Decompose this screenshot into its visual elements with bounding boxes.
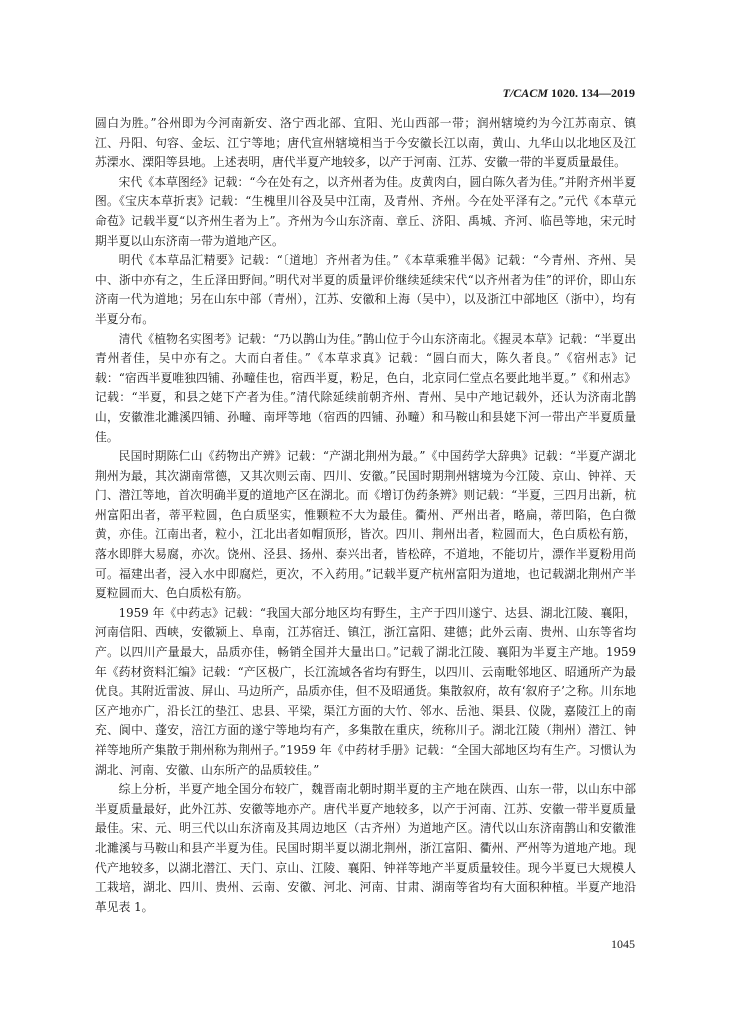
paragraph-summary: 综上分析，半夏产地全国分布较广，魏晋南北朝时期半夏的主产地在陕西、山东一带，以山东中部半夏质量最好，此外江苏、安徽等地亦产。唐代半夏产地较多，以产于河南、江苏、安徽一带半夏质量最佳。宋、元、明三代以山东济南及其周边地区（古齐州）为道地产区。清代以山东济南鹊山和安徽淮北濉溪与马鞍山和县产半夏为佳。民国时期半夏以湖北荆州，浙江富阳、衢州、严州等为道地产地。现代产地较多，以湖北潜江、天门、京山、江陵、襄阳、钟祥等地产半夏质量较佳。现今半夏已大规模人工栽培，湖北、四川、贵州、云南、安徽、河北、河南、甘肃、湖南等省均有大面积种植。半夏产地沿革见表 1。 (95, 782, 636, 914)
paragraph-minguo: 民国时期陈仁山《药物出产辨》记载：“产湖北荆州为最。”《中国药学大辞典》记载：“半夏产湖北荆州为最，其次湖南常德，又其次则云南、四川、安徽。”民国时期荆州辖境为今江陵、京山、钟祥、天门、潜江等地，首次明确半夏的道地产区在湖北。而《增订伪药条辨》则记载：“半夏，三四月出新，杭州富阳出者，蒂平粒圆，色白质坚实，惟颗粒不大为最佳。衢州、严州出者，略扁，蒂凹陷，色白微黄，亦佳。江南出者，粒小，江北出者如帽顶形，皆次。四川、荆州出者，粒圆而大，色白质松有筋，落水即胖大易腐，亦次。饶州、泾县、扬州、泰兴出者，皆松碎，不道地，不能切片，漂作半夏粉用尚可。福建出者，浸入水中即腐烂，更次，不入药用。”记载半夏产杭州富阳为道地，也记载湖北荆州产半夏粒圆而大、色白质松有筋。 (95, 449, 636, 601)
paragraph-song-yuan: 宋代《本草图经》记载：“今在处有之，以齐州者为佳。皮黄肉白，圆白陈久者为佳。”并附齐州半夏图。《宝庆本草折衷》记载：“生槐里川谷及吴中江南，及青州、齐州。今在处平泽有之。”元代《本草元命苞》记载半夏“以齐州生者为上”。齐州为今山东济南、章丘、济阳、禹城、齐河、临邑等地，宋元时期半夏以山东济南一带为道地产区。 (95, 174, 636, 248)
paragraph-ming: 明代《本草品汇精要》记载：“〔道地〕齐州者为佳。”《本草乘雅半偈》记载：“今青州、齐州、吴中、浙中亦有之，生丘泽田野间。”明代对半夏的质量评价继续延续宋代“以齐州者为佳”的评价，即山东济南一代为道地；另在山东中部（青州），江苏、安徽和上海（吴中），以及浙江中部地区（浙中），均有半夏分布。 (95, 253, 636, 326)
paragraph-continuation: 圆白为胜。”谷州即为今河南新安、洛宁西北部、宜阳、光山西部一带；润州辖境约为今江苏南京、镇江、丹阳、句容、金坛、江宁等地；唐代宣州辖境相当于今安徽长江以南，黄山、九华山以北地区及江苏溧水、溧阳等县地。上述表明，唐代半夏产地较多，以产于河南、江苏、安徽一带的半夏质量最佳。 (95, 116, 636, 170)
page-number: 1045 (611, 937, 635, 951)
paragraph-qing: 清代《植物名实图考》记载：“乃以鹊山为佳。”鹊山位于今山东济南北。《握灵本草》记载：“半夏出青州者佳，吴中亦有之。大而白者佳。”《本草求真》记载：“圆白而大，陈久者良。”《宿州志》记载：“宿西半夏唯独四铺、孙疃佳也，宿西半夏，粉足，色白，北京同仁堂点名要此地半夏。”《和州志》记载：“半夏，和县之姥下产者为佳。”清代除延续前朝齐州、青州、吴中产地记载外，还认为济南北鹊山，安徽淮北濉溪四铺、孙疃、南坪等地（宿西的四铺、孙疃）和马鞍山和县姥下河一带出产半夏质量佳。 (95, 331, 636, 444)
standard-number: 1020. 134—2019 (548, 86, 635, 100)
document-body (95, 114, 636, 917)
standard-code-header (503, 86, 635, 101)
standard-prefix: T/CACM (502, 86, 548, 100)
paragraph-1959: 1959 年《中药志》记载：“我国大部分地区均有野生，主产于四川遂宁、达县、湖北江陵、襄阳，河南信阳、西峡，安徽颍上、阜南，江苏宿迁、镇江，浙江富阳、建德；此外云南、贵州、山东等省均产。以四川产量最大，品质亦佳，畅销全国并大量出口。”记载了湖北江陵、襄阳为半夏主产地。1959 年《药材资料汇编》记载：“产区极广，长江流域各省均有野生，以四川、云南毗邻地区、昭通所产为最优良。其附近雷波、屏山、马边所产，品质亦佳，但不及昭通货。集散叙府，故有‘叙府子’之称。川东地区产地亦广，沿长江的垫江、忠县、平梁，渠江方面的大竹、邻水、岳池、渠县、仪陇，嘉陵江上的南充、阆中、蓬安，涪江方面的遂宁等地均有产，多集散在重庆，统称川子。湖北江陵（荆州）潜江、钟祥等地所产集散于荆州称为荆州子。”1959 年《中药材手册》记载：“全国大部地区均有生产。习惯认为湖北、河南、安徽、山东所产的品质较佳。” (95, 605, 636, 777)
